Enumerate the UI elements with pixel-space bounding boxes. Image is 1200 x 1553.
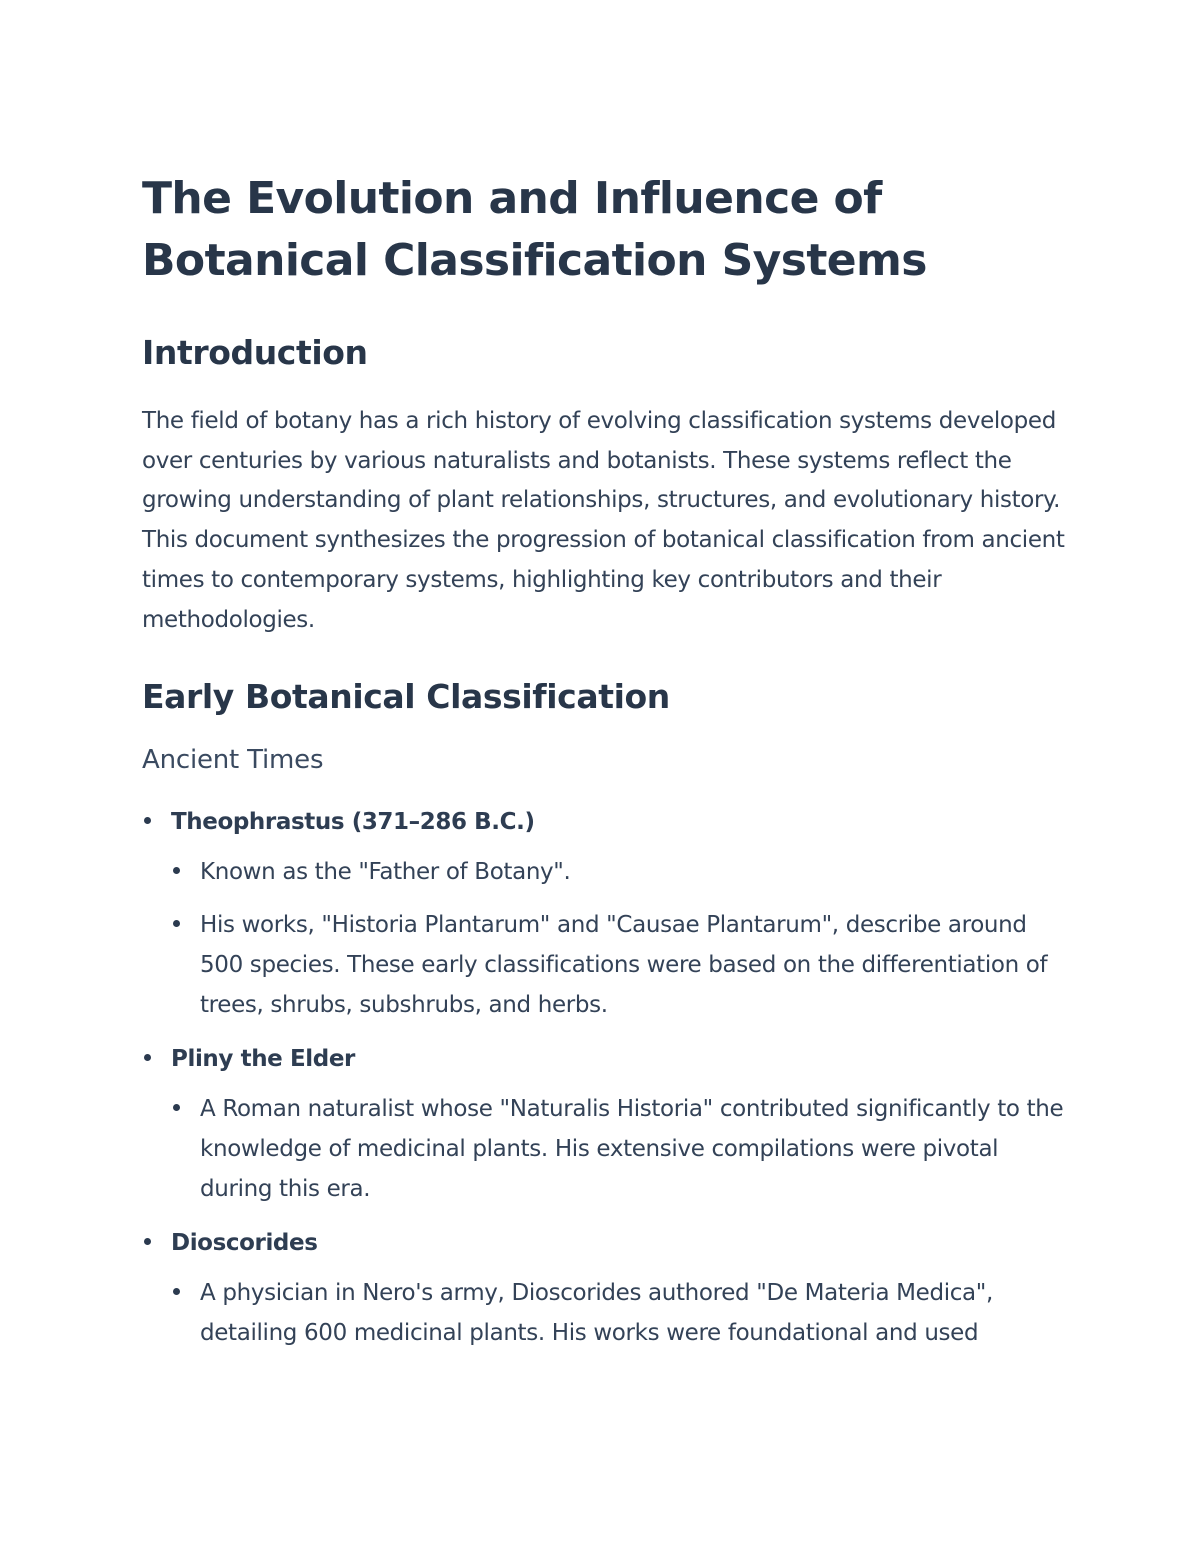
document-title: The Evolution and Influence of Botanical Classification Systems (142, 173, 927, 286)
bullet-icon (173, 1288, 180, 1295)
bullet-icon (173, 920, 180, 927)
contributor-name: Theophrastus (371–286 B.C.) (171, 809, 535, 836)
introduction-heading: Introduction (142, 333, 368, 372)
list-item-theophrastus (142, 802, 1072, 1025)
contributor-details (171, 852, 1072, 1025)
contributor-details (171, 1273, 1072, 1353)
list-item (171, 1273, 1072, 1353)
contributor-name: Dioscorides (171, 1230, 318, 1257)
list-item-dioscorides (142, 1223, 1072, 1353)
bullet-icon (144, 817, 151, 824)
contributor-details (171, 1089, 1072, 1209)
detail-text: A physician in Nero's army, Dioscorides authored "De Materia Medica", detailing 600 medicinal plants. His works were foundational and used (200, 1280, 993, 1347)
detail-text: A Roman naturalist whose "Naturalis Historia" contributed significantly to the knowledge of medicinal plants. His extensive compilations were pivotal during this era. (200, 1096, 1064, 1203)
list-item (171, 852, 1072, 892)
bullet-icon (173, 867, 180, 874)
detail-text: Known as the "Father of Botany". (200, 859, 571, 886)
ancient-times-subheading: Ancient Times (142, 745, 324, 776)
early-classification-heading: Early Botanical Classification (142, 677, 670, 717)
bullet-icon (144, 1054, 151, 1061)
detail-text: His works, "Historia Plantarum" and "Causae Plantarum", describe around 500 species. These early classifications were based on the differentiation of trees, shrubs, subshrubs, and herbs. (200, 912, 1048, 1019)
introduction-paragraph: The field of botany has a rich history of evolving classification systems developed over centuries by various naturalists and botanists. These systems reflect the growing understanding of plant relationships, structures, and evolutionary history. This document synthesizes the progression of botanical classification from ancient times to contemporary systems, highlighting key contributors and their methodologies. (142, 408, 1065, 633)
document-page (142, 168, 1072, 1367)
contributors-list (142, 802, 1072, 1353)
list-item-pliny (142, 1039, 1072, 1209)
list-item (171, 1089, 1072, 1209)
bullet-icon (173, 1104, 180, 1111)
bullet-icon (144, 1238, 151, 1245)
list-item (171, 905, 1072, 1025)
contributor-name: Pliny the Elder (171, 1046, 355, 1073)
